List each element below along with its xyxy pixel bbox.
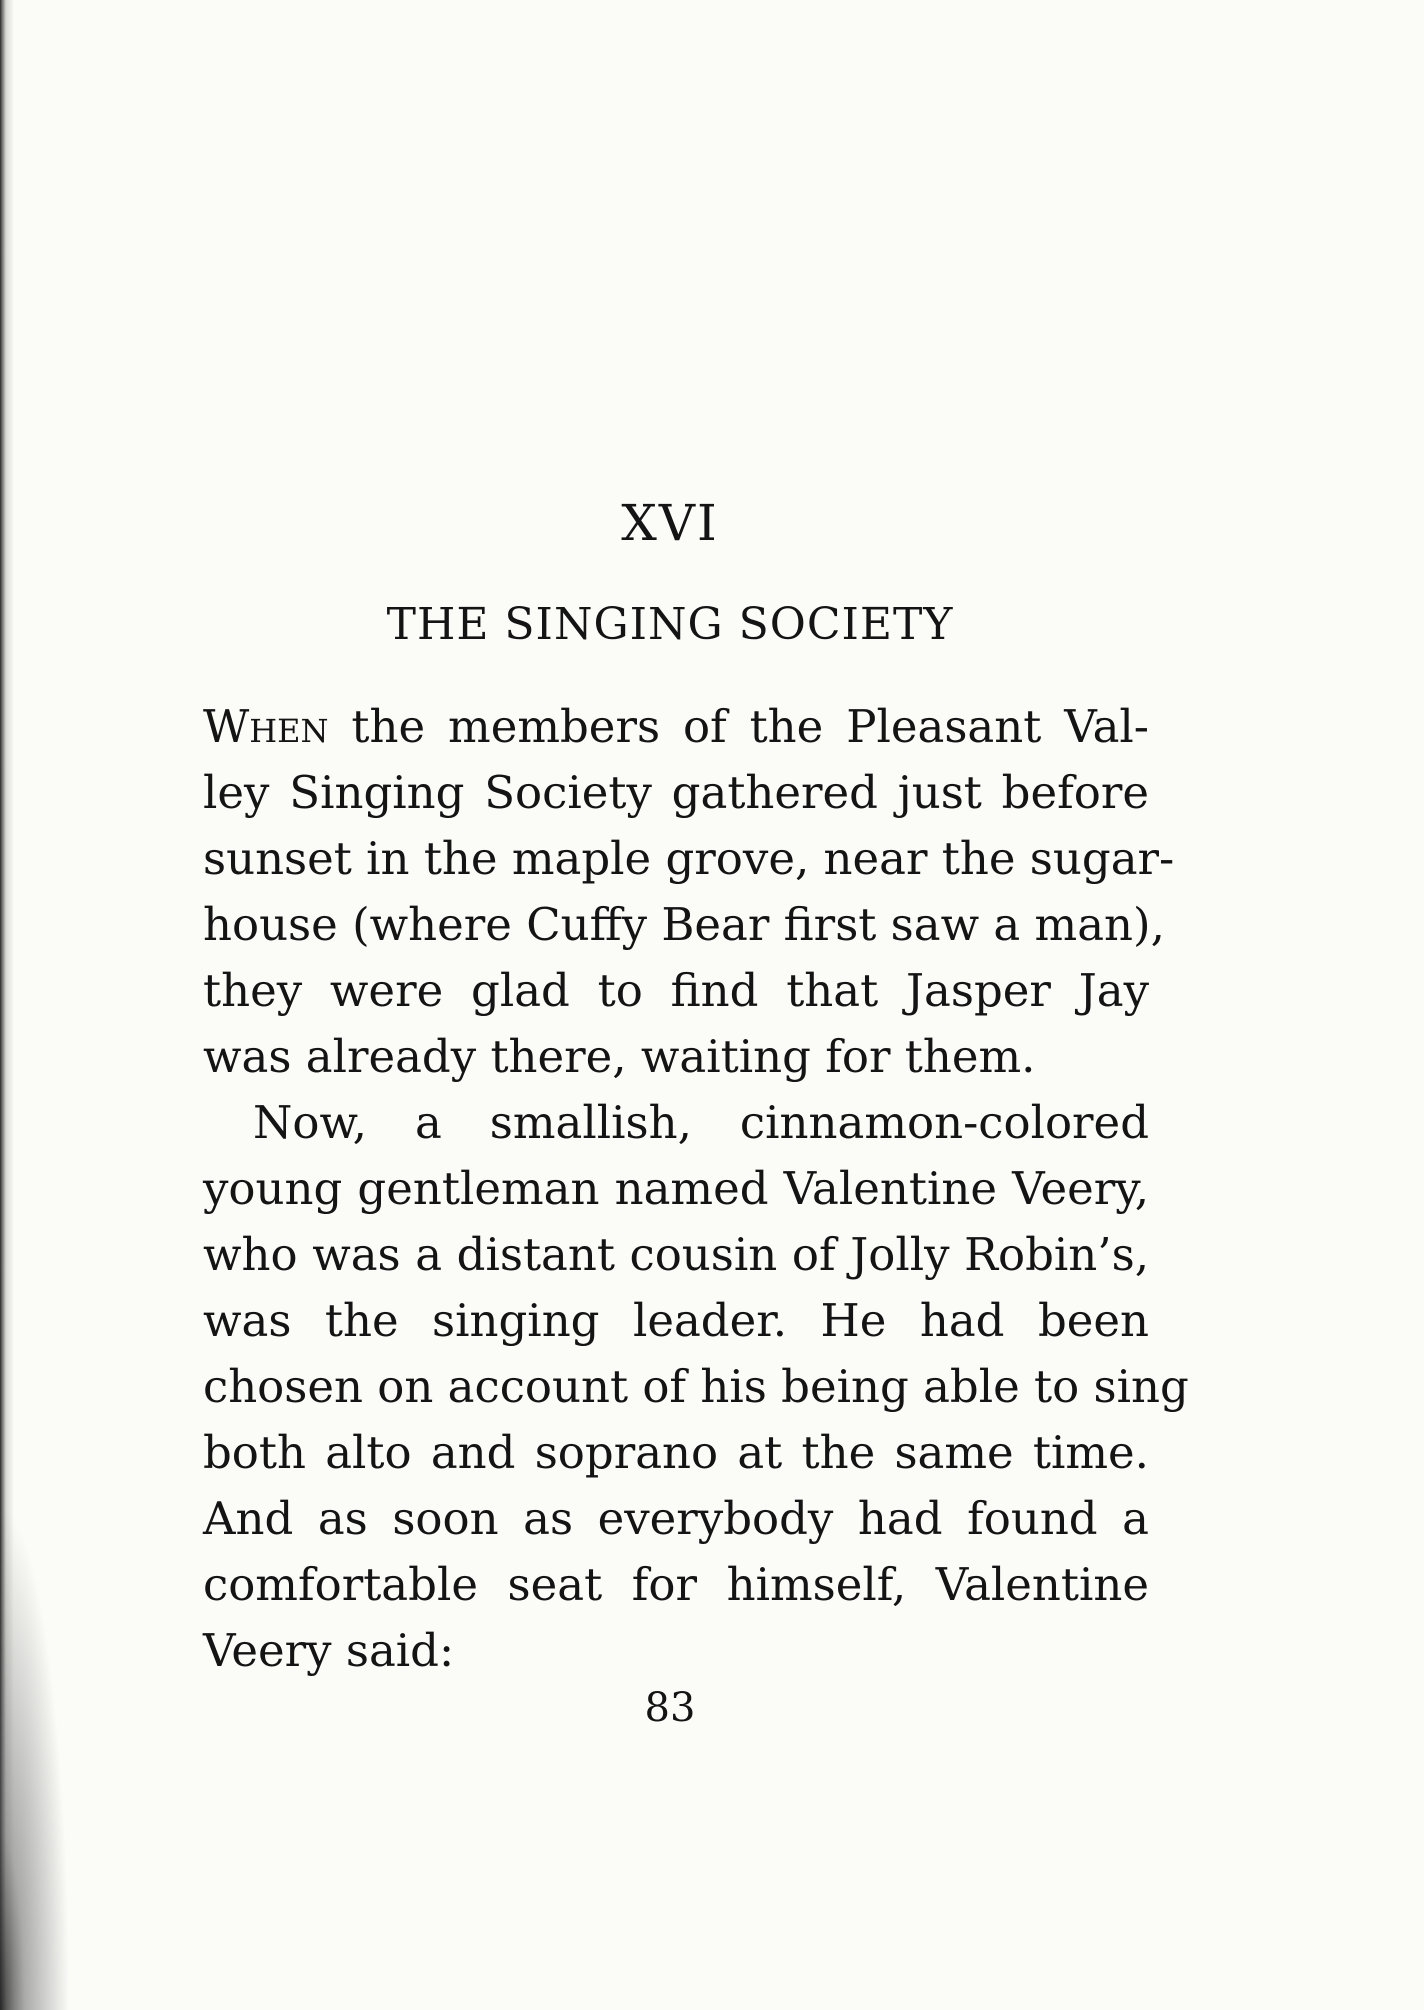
text-line: comfortable seat for himself, Valentine: [203, 1558, 1149, 1611]
text-line: house (where Cuffy Bear first saw a man),: [203, 898, 1165, 951]
text-line: was the singing leader. He had been: [203, 1294, 1149, 1347]
text-line: When the members of the Pleasant Val-: [203, 700, 1149, 753]
text-line: chosen on account of his being able to sing: [203, 1360, 1189, 1413]
text-line: Veery said:: [203, 1624, 455, 1677]
chapter-number: XVI: [621, 494, 719, 552]
text-line: they were glad to find that Jasper Jay: [203, 964, 1149, 1017]
text-line: sunset in the maple grove, near the sugar-: [203, 832, 1175, 885]
body-text: [203, 694, 1189, 1684]
text-line: And as soon as everybody had found a: [203, 1492, 1149, 1545]
chapter-title: THE SINGING SOCIETY: [386, 599, 954, 650]
text-line: was already there, waiting for them.: [203, 1030, 1036, 1083]
binding-shadow-bottom: [0, 1500, 70, 2010]
page-number: 83: [644, 1685, 696, 1731]
opening-word: When: [203, 700, 329, 753]
text-line: both alto and soprano at the same time.: [203, 1426, 1149, 1479]
text-line: who was a distant cousin of Jolly Robin’s,: [203, 1228, 1149, 1281]
text-line: young gentleman named Valentine Veery,: [203, 1162, 1149, 1215]
text-line: ley Singing Society gathered just before: [203, 766, 1149, 819]
text-line: Now, a smallish, cinnamon-colored: [253, 1096, 1149, 1149]
